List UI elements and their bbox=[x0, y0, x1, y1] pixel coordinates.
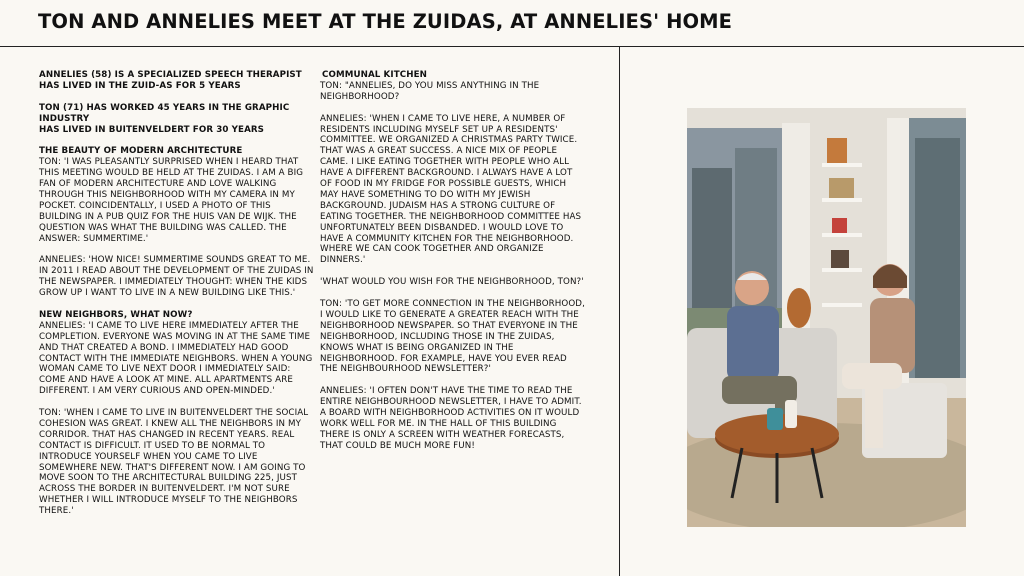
paragraph: TON: 'I WAS PLEASANTLY SURPRISED WHEN I HEARD THAT THIS MEETING WOULD BE HELD AT THE ZUIDAS. I AM A BIG FAN OF MODERN ARCHITECTURE AND LOVE WALKING THROUGH THIS NEIGHBORHOOD WITH MY CAMERA IN MY POCKET. COINCIDENTALLY, I USED A PHOTO OF THIS BUILDING IN A PUB QUIZ FOR THE HUIS VAN DE WIJK. THE QUESTION WAS WHAT THE BUILDING WAS CALLED. THE ANSWER: SUMMERTIME.' bbox=[39, 157, 304, 244]
paragraph: ANNELIES: 'I OFTEN DON'T HAVE THE TIME TO READ THE ENTIRE NEIGHBOURHOOD NEWSLETTER, I HAVE TO ADMIT. A BOARD WITH NEIGHBORHOOD ACTIVITIES ON IT WOULD WORK WELL FOR ME. IN THE HALL OF THIS BUILDING THERE IS ONLY A SCREEN WITH WEATHER FORECASTS, THAT COULD BE MUCH MORE FUN! bbox=[320, 386, 582, 451]
paragraph: 'WHAT WOULD YOU WISH FOR THE NEIGHBORHOOD, TON?' bbox=[320, 277, 584, 288]
intro-ton: TON (71) HAS WORKED 45 YEARS IN THE GRAPHIC INDUSTRY HAS LIVED IN BUITENVELDERT FOR 30 YEARS bbox=[39, 102, 290, 135]
portrait-photo bbox=[687, 108, 966, 527]
heading-beauty: THE BEAUTY OF MODERN ARCHITECTURE bbox=[39, 146, 243, 157]
paragraph: ANNELIES: 'I CAME TO LIVE HERE IMMEDIATELY AFTER THE COMPLETION. EVERYONE WAS MOVING IN AT THE SAME TIME AND THAT CREATED A BOND. I IMMEDIATELY HAD GOOD CONTACT WITH THE IMMEDIATE NEIGHBORS. WHEN A YOUNG WOMAN CAME TO LIVE NEXT DOOR I IMMEDIATELY SAID: COME AND HAVE A LOOK AT MINE. ALL APARTMENTS ARE DIFFERENT. I AM VERY CURIOUS AND OPEN-MINDED.' bbox=[39, 320, 313, 397]
title-divider bbox=[0, 46, 1024, 47]
heading-new-neighbors: NEW NEIGHBORS, WHAT NOW? bbox=[39, 309, 193, 320]
column-divider bbox=[619, 46, 620, 576]
text-column-left bbox=[39, 70, 315, 528]
paragraph: TON: 'TO GET MORE CONNECTION IN THE NEIGHBORHOOD, I WOULD LIKE TO GENERATE A GREATER REACH WITH THE NEIGHBORHOOD NEWSPAPER. SO THAT EVERYONE IN THE NEIGHBORHOOD, INCLUDING THOSE IN THE ZUIDAS, KNOWS WHAT IS BEING ORGANIZED IN THE NEIGHBORHOOD. FOR EXAMPLE, HAVE YOU EVER READ THE NEIGHBOURHOOD NEWSLETTER?' bbox=[320, 298, 585, 375]
heading-communal-kitchen: COMMUNAL KITCHEN bbox=[322, 70, 428, 80]
paragraph: TON: 'WHEN I CAME TO LIVE IN BUITENVELDERT THE SOCIAL COHESION WAS GREAT. I KNEW ALL THE NEIGHBORS IN MY CORRIDOR. THAT HAS CHANGED IN RECENT YEARS. REAL CONTACT IS DIFFICULT. IT USED TO BE NORMAL TO INTRODUCE YOURSELF WHEN YOU CAME TO LIVE SOMEWHERE NEW. THAT'S DIFFERENT NOW. I AM GOING TO MOVE SOON TO THE ARCHITECTURAL BUILDING 225, JUST ACROSS THE BORDER IN BUITENVELDERT. I'M NOT SURE WHETHER I WILL INTRODUCE MYSELF TO THE NEIGHBORS THERE.' bbox=[39, 408, 309, 517]
paragraph: ANNELIES: 'HOW NICE! SUMMERTIME SOUNDS GREAT TO ME. IN 2011 I READ ABOUT THE DEVELOPMENT OF THE ZUIDAS IN THE NEWSPAPER. I IMMEDIATELY THOUGHT: WHEN THE KIDS GROW UP I WANT TO LIVE IN A NEW BUILDING LIKE THIS.' bbox=[39, 255, 314, 299]
text-column-middle bbox=[320, 70, 586, 463]
intro-annelies: ANNELIES (58) IS A SPECIALIZED SPEECH THERAPIST HAS LIVED IN THE ZUID-AS FOR 5 YEARS bbox=[39, 70, 302, 91]
paragraph: ANNELIES: 'WHEN I CAME TO LIVE HERE, A NUMBER OF RESIDENTS INCLUDING MYSELF SET UP A RESIDENTS' COMMITTEE. WE ORGANIZED A CHRISTMAS PARTY TWICE. THAT WAS A GREAT SUCCESS. A NICE MIX OF PEOPLE CAME. I LIKE EATING TOGETHER WITH PEOPLE WHO ALL HAVE A DIFFERENT BACKGROUND. I ALWAYS HAVE A LOT OF FOOD IN MY FRIDGE FOR POSSIBLE GUESTS, WHICH MAY HAVE SOMETHING TO DO WITH MY JEWISH BACKGROUND. JUDAISM HAS A STRONG CULTURE OF EATING TOGETHER. THE NEIGHBORHOOD COMMITTEE HAS UNFORTUNATELY BEEN DISBANDED. I WOULD LOVE TO HAVE A COMMUNITY KITCHEN FOR THE NEIGHBORHOOD. WHERE WE CAN COOK TOGETHER AND ORGANIZE DINNERS.' bbox=[320, 113, 582, 266]
page-title: TON AND ANNELIES MEET AT THE ZUIDAS, AT ANNELIES' HOME bbox=[38, 10, 733, 33]
photo-illustration bbox=[687, 108, 966, 527]
paragraph: TON: "ANNELIES, DO YOU MISS ANYTHING IN THE NEIGHBORHOOD? bbox=[320, 80, 540, 102]
